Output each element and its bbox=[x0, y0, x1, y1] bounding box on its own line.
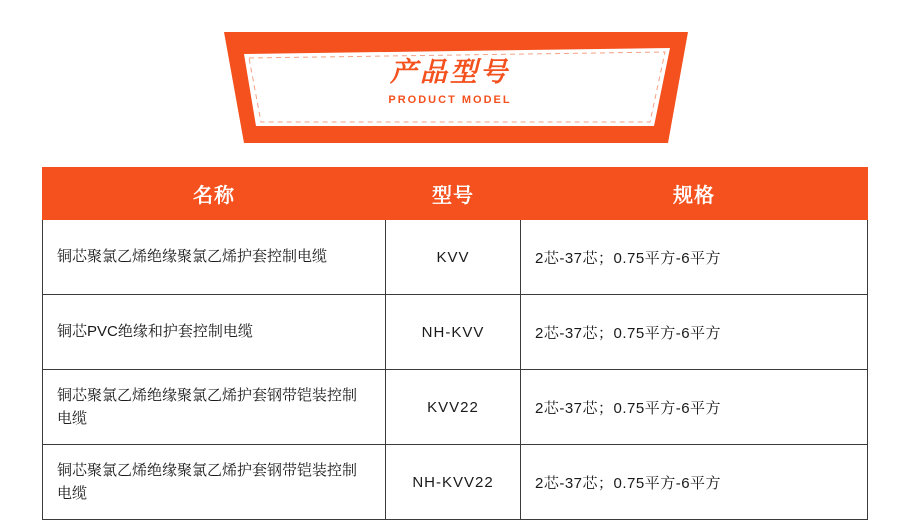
spec-table-head bbox=[43, 168, 868, 220]
cell-model: KVV22 bbox=[386, 370, 521, 445]
spec-table-body bbox=[43, 220, 868, 520]
table-row bbox=[43, 220, 868, 295]
banner-title: 产品型号 bbox=[390, 57, 510, 87]
cell-model: NH-KVV bbox=[386, 295, 521, 370]
banner-text-block bbox=[240, 58, 660, 106]
cell-name: 铜芯聚氯乙烯绝缘聚氯乙烯护套控制电缆 bbox=[43, 220, 386, 295]
cell-spec: 2芯-37芯；0.75平方-6平方 bbox=[521, 220, 868, 295]
spec-table bbox=[42, 167, 868, 520]
column-header-spec: 规格 bbox=[521, 168, 868, 220]
cell-spec: 2芯-37芯；0.75平方-6平方 bbox=[521, 370, 868, 445]
banner-subtitle: PRODUCT MODEL bbox=[388, 93, 512, 106]
cell-spec: 2芯-37芯；0.75平方-6平方 bbox=[521, 445, 868, 520]
cell-name: 铜芯PVC绝缘和护套控制电缆 bbox=[43, 295, 386, 370]
column-header-name: 名称 bbox=[43, 168, 386, 220]
column-header-model: 型号 bbox=[386, 168, 521, 220]
cell-name: 铜芯聚氯乙烯绝缘聚氯乙烯护套钢带铠装控制电缆 bbox=[43, 445, 386, 520]
cell-name: 铜芯聚氯乙烯绝缘聚氯乙烯护套钢带铠装控制电缆 bbox=[43, 370, 386, 445]
table-row bbox=[43, 370, 868, 445]
cell-model: NH-KVV22 bbox=[386, 445, 521, 520]
cell-model: KVV bbox=[386, 220, 521, 295]
table-row bbox=[43, 295, 868, 370]
section-banner bbox=[0, 18, 900, 143]
table-header-row bbox=[43, 168, 868, 220]
table-row bbox=[43, 445, 868, 520]
spec-table-wrap bbox=[42, 167, 858, 520]
cell-spec: 2芯-37芯；0.75平方-6平方 bbox=[521, 295, 868, 370]
